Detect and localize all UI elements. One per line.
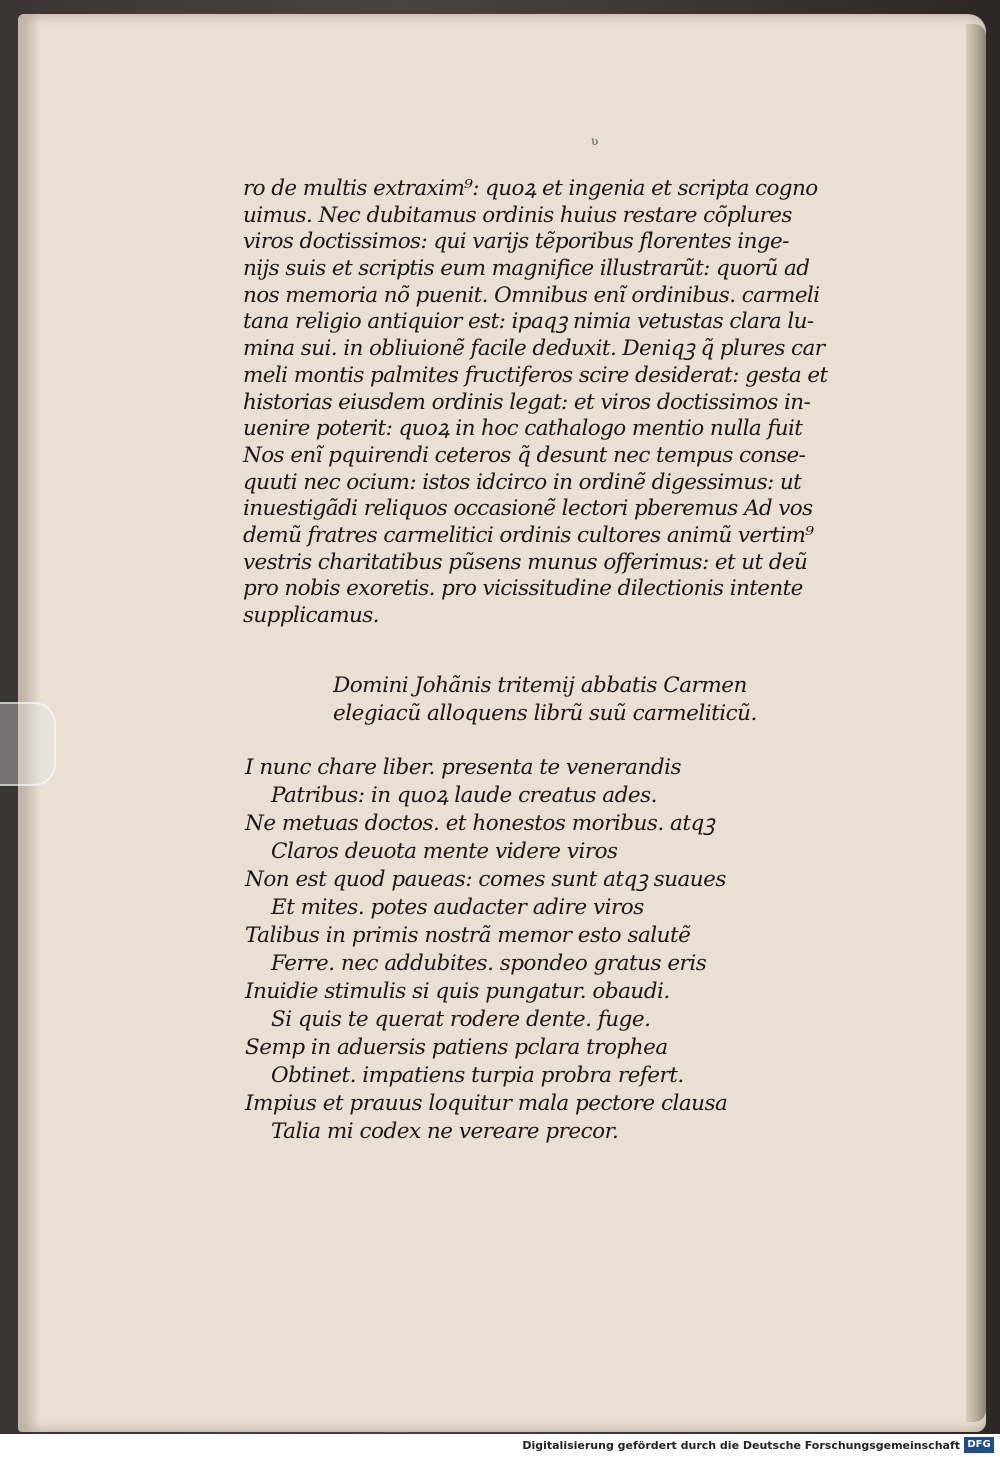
- prose-line: quuti nec ocium: istos idcirco in ordinẽ digessimus: ut: [243, 469, 802, 495]
- prose-line: demũ fratres carmelitici ordinis cultores animũ vertim⁹: [243, 522, 814, 548]
- elegiac-poem: [245, 754, 765, 1146]
- footer-credit: Digitalisierung gefördert durch die Deutsche Forschungsgemeinschaft: [522, 1439, 960, 1452]
- poem-pentameter-line: Obtinet. impatiens turpia probra refert.: [271, 1063, 684, 1088]
- footer-bar: [0, 1434, 1000, 1457]
- poem-heading: [333, 672, 813, 728]
- prose-text-block: [243, 176, 828, 630]
- poem-hexameter-line: Talibus in primis nostrã memor esto salutẽ: [245, 923, 691, 948]
- prose-line: nos memoria nõ puenit. Omnibus enĩ ordinibus. carmeli: [243, 282, 820, 308]
- signature-mark: ʋ: [591, 134, 599, 148]
- poem-pentameter-line: Patribus: in quoꝝ laude creatus ades.: [271, 783, 657, 808]
- poem-pentameter-line: Et mites. potes audacter adire viros: [271, 895, 644, 920]
- poem-hexameter-line: Inuidie stimulis si quis pungatur. obaudi.: [245, 979, 670, 1004]
- poem-hexameter-line: Ne metuas doctos. et honestos moribus. atqꝫ: [245, 811, 715, 836]
- heading-line: Domini Johãnis tritemij abbatis Carmen: [333, 673, 747, 698]
- poem-hexameter-line: Impius et prauus loquitur mala pectore clausa: [245, 1091, 728, 1116]
- poem-pentameter-line: Talia mi codex ne vereare precor.: [271, 1119, 619, 1144]
- prose-line: viros doctissimos: qui varijs tẽporibus florentes inge-: [243, 229, 789, 255]
- prose-line: inuestigãdi reliquos occasionẽ lectori pberemus Ad vos: [243, 496, 813, 522]
- prose-line: uimus. Nec dubitamus ordinis huius restare cõplures: [243, 202, 792, 228]
- prose-line: historias eiusdem ordinis legat: et viros doctissimos in-: [243, 389, 811, 415]
- prose-line: tana religio antiquior est: ipaqꝫ nimia vetustas clara lu-: [243, 309, 814, 335]
- poem-pentameter-line: Si quis te querat rodere dente. fuge.: [271, 1007, 651, 1032]
- prose-line: vestris charitatibus pũsens munus offerimus: et ut deũ: [243, 549, 808, 575]
- poem-pentameter-line: Ferre. nec addubites. spondeo gratus eris: [271, 951, 707, 976]
- dfg-logo: DFG: [964, 1437, 994, 1453]
- prose-line: ro de multis extraxim⁹: quoꝝ et ingenia et scripta cogno: [243, 176, 818, 201]
- prose-line: Nos enĩ pquirendi ceteros q̃ desunt nec tempus conse-: [243, 442, 806, 468]
- poem-hexameter-line: Semp in aduersis patiens pclara trophea: [245, 1035, 668, 1060]
- poem-hexameter-line: I nunc chare liber. presenta te venerandis: [245, 755, 682, 780]
- binding-clip: [0, 702, 56, 786]
- prose-line: mina sui. in obliuionẽ facile deduxit. Deniqꝫ q̃ plures car: [243, 336, 825, 362]
- prose-line: uenire poterit: quoꝝ in hoc cathalogo mentio nulla fuit: [243, 416, 803, 442]
- prose-line: meli montis palmites fructiferos scire desiderat: gesta et: [243, 362, 828, 388]
- heading-line: elegiacũ alloquens librũ suũ carmeliticũ.: [333, 701, 757, 726]
- prose-line: pro nobis exoretis. pro vicissitudine dilectionis intente: [243, 576, 803, 602]
- prose-line: nijs suis et scriptis eum magnifice illustrarũt: quorũ ad: [243, 256, 810, 282]
- poem-pentameter-line: Claros deuota mente videre viros: [271, 839, 618, 864]
- page-edge: [966, 24, 986, 1422]
- prose-line: supplicamus.: [243, 603, 379, 628]
- poem-hexameter-line: Non est quod paueas: comes sunt atqꝫ suaues: [245, 867, 726, 892]
